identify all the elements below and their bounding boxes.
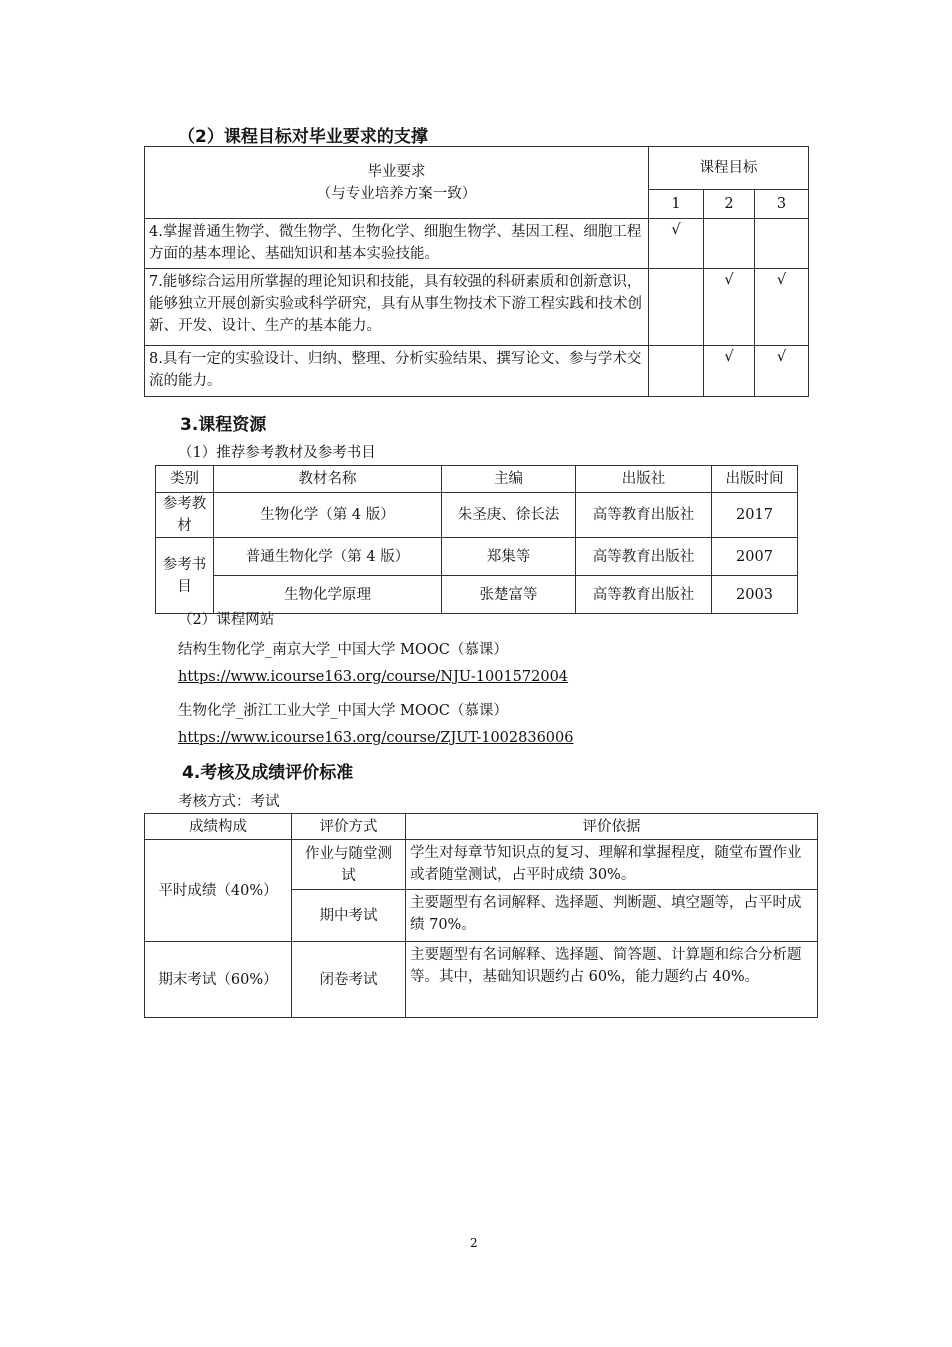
th-name: 教材名称 [214, 466, 442, 493]
method-final: 闭卷考试 [292, 942, 406, 1018]
section-title-support: （2）课程目标对毕业要求的支撑 [178, 127, 428, 147]
cell-year: 2017 [712, 493, 798, 538]
website-name-2: 生物化学_浙江工业大学_中国大学 MOOC（慕课） [178, 703, 508, 719]
page-number: 2 [470, 1236, 478, 1250]
mark [649, 269, 704, 346]
mark: √ [704, 346, 755, 397]
basis-homework: 学生对每章节知识点的复习、理解和掌握程度，随堂布置作业或者随堂测试，占平时成绩 30%。 [406, 840, 818, 890]
mark: √ [755, 269, 809, 346]
assessment-table [144, 813, 818, 1018]
cell-editor: 张楚富等 [442, 576, 576, 614]
support-table [144, 146, 809, 397]
req-row-8: 8.具有一定的实验设计、归纳、整理、分析实验结果、撰写论文、参与学术交流的能力。 [145, 346, 649, 397]
th-basis: 评价依据 [406, 814, 818, 840]
cell-editor: 郑集等 [442, 538, 576, 576]
th-publisher: 出版社 [576, 466, 712, 493]
cell-publisher: 高等教育出版社 [576, 576, 712, 614]
usual-score: 平时成绩（40%） [145, 840, 292, 942]
goal-col-1: 1 [649, 190, 704, 219]
goal-col-2: 2 [704, 190, 755, 219]
method-midterm: 期中考试 [292, 890, 406, 942]
website-link-1[interactable]: https://www.icourse163.org/course/NJU-1001572004 [178, 669, 569, 685]
subsection-websites: （2）课程网站 [178, 612, 275, 628]
cell-publisher: 高等教育出版社 [576, 493, 712, 538]
cell-category: 参考教材 [156, 493, 214, 538]
cell-name: 普通生物化学（第 4 版） [214, 538, 442, 576]
req-row-4: 4.掌握普通生物学、微生物学、生物化学、细胞生物学、基因工程、细胞工程方面的基本理论、基础知识和基本实验技能。 [145, 219, 649, 269]
mark: √ [755, 346, 809, 397]
req-row-7: 7.能够综合运用所掌握的理论知识和技能，具有较强的科研素质和创新意识，能够独立开展创新实验或科学研究，具有从事生物技术下游工程实践和技术创新、开发、设计、生产的基本能力。 [145, 269, 649, 346]
basis-midterm: 主要题型有名词解释、选择题、判断题、填空题等，占平时成绩 70%。 [406, 890, 818, 942]
cell-name: 生物化学原理 [214, 576, 442, 614]
goals-header: 课程目标 [649, 147, 809, 190]
th-editor: 主编 [442, 466, 576, 493]
goal-col-3: 3 [755, 190, 809, 219]
cell-editor: 朱圣庚、徐长法 [442, 493, 576, 538]
website-name-1: 结构生物化学_南京大学_中国大学 MOOC（慕课） [178, 642, 508, 658]
th-year: 出版时间 [712, 466, 798, 493]
mark: √ [649, 219, 704, 269]
subsection-textbooks: （1）推荐参考教材及参考书目 [178, 445, 376, 461]
section-title-resources: 3.课程资源 [180, 415, 267, 435]
assessment-method: 考核方式：考试 [178, 794, 280, 810]
website-link-2[interactable]: https://www.icourse163.org/course/ZJUT-1002836006 [178, 730, 574, 746]
mark: √ [704, 269, 755, 346]
cell-publisher: 高等教育出版社 [576, 538, 712, 576]
method-homework: 作业与随堂测试 [292, 840, 406, 890]
final-score: 期末考试（60%） [145, 942, 292, 1018]
th-category: 类别 [156, 466, 214, 493]
mark [649, 346, 704, 397]
section-title-assessment: 4.考核及成绩评价标准 [182, 763, 354, 783]
th-composition: 成绩构成 [145, 814, 292, 840]
cell-category: 参考书目 [156, 538, 214, 614]
th-method: 评价方式 [292, 814, 406, 840]
req-header: 毕业要求 （与专业培养方案一致） [145, 147, 649, 219]
mark [755, 219, 809, 269]
textbook-table [155, 465, 798, 614]
cell-year: 2003 [712, 576, 798, 614]
basis-final: 主要题型有名词解释、选择题、简答题、计算题和综合分析题等。其中，基础知识题约占 60%，能力题约占 40%。 [406, 942, 818, 1018]
mark [704, 219, 755, 269]
cell-year: 2007 [712, 538, 798, 576]
cell-name: 生物化学（第 4 版） [214, 493, 442, 538]
